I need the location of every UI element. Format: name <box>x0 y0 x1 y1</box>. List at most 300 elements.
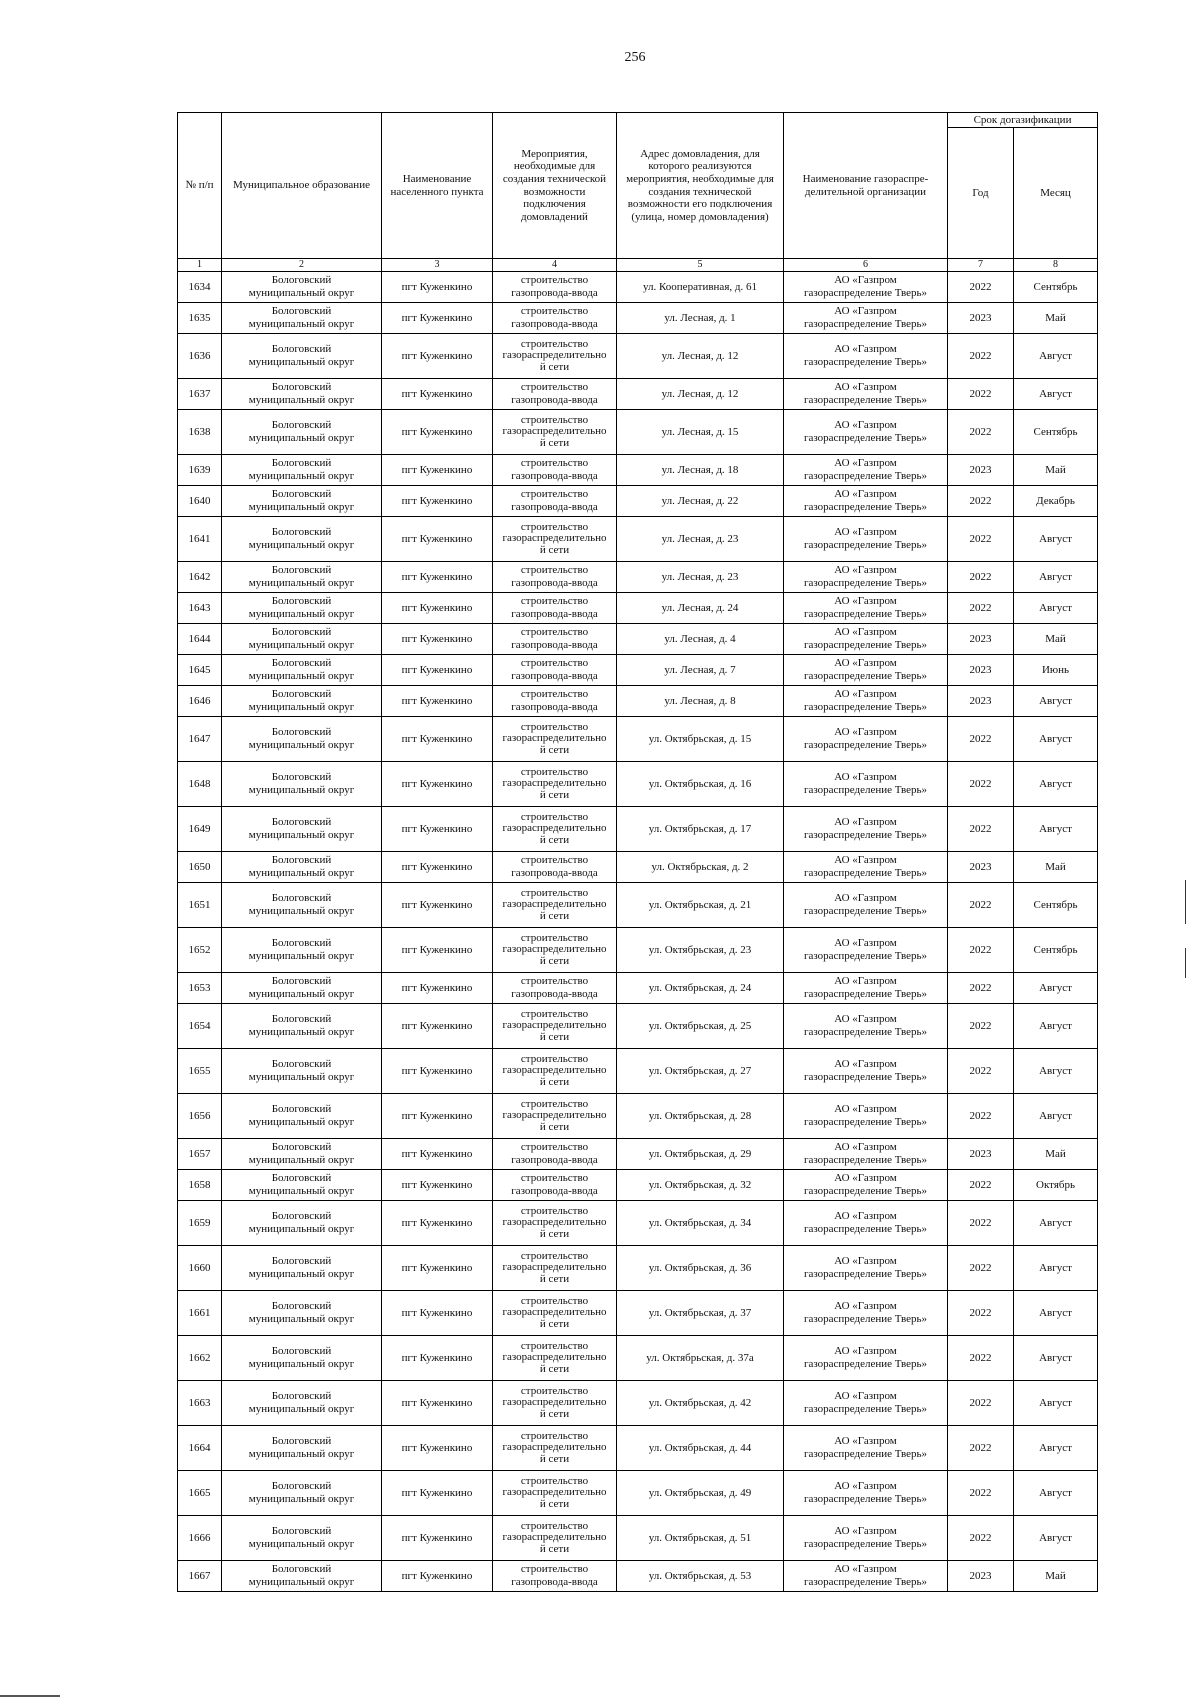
month-cell: Август <box>1014 562 1098 593</box>
organization-cell <box>784 807 948 852</box>
column-number: 3 <box>382 259 493 272</box>
table-row <box>178 1381 1098 1426</box>
year-cell: 2022 <box>948 272 1014 303</box>
address-cell: ул. Октябрьская, д. 27 <box>617 1049 784 1094</box>
activity-line: строительство <box>520 765 589 778</box>
address-cell: ул. Октябрьская, д. 24 <box>617 973 784 1004</box>
table-row <box>178 717 1098 762</box>
year-cell: 2023 <box>948 1139 1014 1170</box>
activity-line: строительство <box>520 413 589 426</box>
organization-cell <box>784 455 948 486</box>
row-number: 1634 <box>178 272 222 303</box>
municipality-cell <box>222 486 382 517</box>
organization-cell <box>784 624 948 655</box>
organization-line: АО «Газпром <box>834 816 897 829</box>
year-cell: 2022 <box>948 1516 1014 1561</box>
municipality-line: Бологовский <box>271 854 332 867</box>
organization-line: АО «Газпром <box>834 892 897 905</box>
address-cell: ул. Лесная, д. 23 <box>617 562 784 593</box>
activity-line: строительство <box>520 1519 589 1532</box>
settlement-cell: пгт Куженкино <box>382 686 493 717</box>
activity-cell <box>493 1336 617 1381</box>
organization-line: АО «Газпром <box>834 274 897 287</box>
table-row <box>178 624 1098 655</box>
activity-line: газораспределительно <box>502 425 607 438</box>
organization-line: газораспределение Тверь» <box>803 988 928 1000</box>
organization-line: АО «Газпром <box>834 626 897 639</box>
municipality-line: Бологовский <box>271 1300 332 1313</box>
settlement-cell: пгт Куженкино <box>382 1094 493 1139</box>
address-cell: ул. Октябрьская, д. 23 <box>617 928 784 973</box>
year-cell: 2022 <box>948 973 1014 1004</box>
organization-line: АО «Газпром <box>834 595 897 608</box>
activity-line: газопровода-ввода <box>511 1185 598 1197</box>
activity-line: газораспределительно <box>502 1306 607 1319</box>
municipality-line: Бологовский <box>271 419 332 432</box>
municipality-line: Бологовский <box>271 457 332 470</box>
organization-cell <box>784 1004 948 1049</box>
month-cell: Сентябрь <box>1014 410 1098 455</box>
municipality-line: Бологовский <box>271 343 332 356</box>
organization-line: газораспределение Тверь» <box>803 318 928 330</box>
month-cell: Май <box>1014 624 1098 655</box>
column-number: 7 <box>948 259 1014 272</box>
activity-line: газораспределительно <box>502 349 607 362</box>
organization-cell <box>784 686 948 717</box>
municipality-line: Бологовский <box>271 1480 332 1493</box>
organization-line: АО «Газпром <box>834 1480 897 1493</box>
activity-line: строительство <box>520 1563 589 1576</box>
municipality-line: муниципальный округ <box>248 784 355 796</box>
organization-line: АО «Газпром <box>834 1390 897 1403</box>
activity-line: газораспределительно <box>502 777 607 790</box>
organization-cell <box>784 1471 948 1516</box>
month-cell: Август <box>1014 807 1098 852</box>
activity-cell <box>493 624 617 655</box>
table-body <box>178 272 1098 1592</box>
address-cell: ул. Октябрьская, д. 25 <box>617 1004 784 1049</box>
settlement-cell: пгт Куженкино <box>382 1426 493 1471</box>
activity-line: й сети <box>539 954 570 967</box>
month-cell: Август <box>1014 1471 1098 1516</box>
column-number: 5 <box>617 259 784 272</box>
organization-cell <box>784 410 948 455</box>
municipality-line: муниципальный округ <box>248 1576 355 1588</box>
year-cell: 2022 <box>948 517 1014 562</box>
organization-line: газораспределение Тверь» <box>803 432 928 444</box>
organization-line: АО «Газпром <box>834 1300 897 1313</box>
table-row <box>178 593 1098 624</box>
municipality-line: Бологовский <box>271 892 332 905</box>
month-cell: Май <box>1014 852 1098 883</box>
column-number: 4 <box>493 259 617 272</box>
organization-line: АО «Газпром <box>834 726 897 739</box>
organization-line: газораспределение Тверь» <box>803 287 928 299</box>
month-cell: Октябрь <box>1014 1170 1098 1201</box>
municipality-cell <box>222 1246 382 1291</box>
activity-line: й сети <box>539 436 570 449</box>
activity-line: строительство <box>520 975 589 988</box>
organization-cell <box>784 1049 948 1094</box>
organization-cell <box>784 303 948 334</box>
municipality-line: Бологовский <box>271 1103 332 1116</box>
scan-edge-mark <box>0 1695 60 1697</box>
municipality-line: муниципальный округ <box>248 950 355 962</box>
municipality-line: Бологовский <box>271 564 332 577</box>
activity-line: газопровода-ввода <box>511 670 598 682</box>
municipality-line: Бологовский <box>271 816 332 829</box>
activity-line: й сети <box>539 1542 570 1555</box>
activity-line: газопровода-ввода <box>511 470 598 482</box>
address-cell: ул. Октябрьская, д. 51 <box>617 1516 784 1561</box>
municipality-line: муниципальный округ <box>248 1403 355 1415</box>
settlement-cell: пгт Куженкино <box>382 455 493 486</box>
activity-line: газораспределительно <box>502 1441 607 1454</box>
activity-line: газопровода-ввода <box>511 318 598 330</box>
activity-cell <box>493 762 617 807</box>
activity-line: строительство <box>520 720 589 733</box>
scan-margin-mark <box>1185 880 1186 924</box>
organization-line: газораспределение Тверь» <box>803 670 928 682</box>
organization-cell <box>784 1170 948 1201</box>
municipality-cell <box>222 717 382 762</box>
settlement-cell: пгт Куженкино <box>382 562 493 593</box>
municipality-line: Бологовский <box>271 274 332 287</box>
organization-line: АО «Газпром <box>834 1141 897 1154</box>
month-cell: Май <box>1014 303 1098 334</box>
address-cell: ул. Лесная, д. 1 <box>617 303 784 334</box>
municipality-line: муниципальный округ <box>248 1313 355 1325</box>
municipality-line: Бологовский <box>271 1210 332 1223</box>
organization-cell <box>784 1426 948 1471</box>
header-organization: Наименование газораспре-делительной организации <box>784 113 948 259</box>
row-number: 1659 <box>178 1201 222 1246</box>
organization-cell <box>784 717 948 762</box>
address-cell: ул. Октябрьская, д. 15 <box>617 717 784 762</box>
organization-line: АО «Газпром <box>834 381 897 394</box>
municipality-line: муниципальный округ <box>248 287 355 299</box>
address-cell: ул. Октябрьская, д. 21 <box>617 883 784 928</box>
municipality-cell <box>222 1139 382 1170</box>
municipality-line: муниципальный округ <box>248 670 355 682</box>
table-row <box>178 762 1098 807</box>
row-number: 1642 <box>178 562 222 593</box>
activity-line: строительство <box>520 1429 589 1442</box>
activity-line: газораспределительно <box>502 1064 607 1077</box>
table-row <box>178 1336 1098 1381</box>
settlement-cell: пгт Куженкино <box>382 624 493 655</box>
organization-line: газораспределение Тверь» <box>803 1154 928 1166</box>
row-number: 1653 <box>178 973 222 1004</box>
activity-line: газопровода-ввода <box>511 287 598 299</box>
organization-line: газораспределение Тверь» <box>803 356 928 368</box>
month-cell: Август <box>1014 1246 1098 1291</box>
municipality-cell <box>222 272 382 303</box>
organization-line: газораспределение Тверь» <box>803 1358 928 1370</box>
activity-cell <box>493 517 617 562</box>
municipality-line: муниципальный округ <box>248 318 355 330</box>
organization-line: газораспределение Тверь» <box>803 1576 928 1588</box>
municipality-line: муниципальный округ <box>248 1154 355 1166</box>
activity-cell <box>493 1516 617 1561</box>
municipality-line: Бологовский <box>271 526 332 539</box>
year-cell: 2022 <box>948 1049 1014 1094</box>
municipality-line: Бологовский <box>271 1390 332 1403</box>
year-cell: 2022 <box>948 1246 1014 1291</box>
organization-line: газораспределение Тверь» <box>803 784 928 796</box>
activity-cell <box>493 928 617 973</box>
row-number: 1645 <box>178 655 222 686</box>
activity-line: строительство <box>520 886 589 899</box>
organization-cell <box>784 852 948 883</box>
municipality-line: муниципальный округ <box>248 905 355 917</box>
organization-line: АО «Газпром <box>834 457 897 470</box>
municipality-cell <box>222 807 382 852</box>
organization-line: АО «Газпром <box>834 343 897 356</box>
settlement-cell: пгт Куженкино <box>382 1516 493 1561</box>
municipality-line: муниципальный округ <box>248 867 355 879</box>
municipality-cell <box>222 1170 382 1201</box>
address-cell: ул. Лесная, д. 7 <box>617 655 784 686</box>
activity-line: й сети <box>539 1075 570 1088</box>
settlement-cell: пгт Куженкино <box>382 883 493 928</box>
municipality-line: Бологовский <box>271 975 332 988</box>
organization-cell <box>784 334 948 379</box>
header-year: Год <box>948 128 1014 259</box>
municipality-line: Бологовский <box>271 726 332 739</box>
month-cell: Май <box>1014 1561 1098 1592</box>
year-cell: 2022 <box>948 1291 1014 1336</box>
activity-line: газопровода-ввода <box>511 501 598 513</box>
municipality-cell <box>222 1381 382 1426</box>
address-cell: ул. Лесная, д. 8 <box>617 686 784 717</box>
year-cell: 2022 <box>948 562 1014 593</box>
address-cell: ул. Лесная, д. 23 <box>617 517 784 562</box>
activity-line: й сети <box>539 1272 570 1285</box>
year-cell: 2023 <box>948 655 1014 686</box>
address-cell: ул. Октябрьская, д. 37а <box>617 1336 784 1381</box>
row-number: 1649 <box>178 807 222 852</box>
address-cell: ул. Лесная, д. 12 <box>617 379 784 410</box>
municipality-line: Бологовский <box>271 937 332 950</box>
municipality-cell <box>222 928 382 973</box>
year-cell: 2022 <box>948 717 1014 762</box>
gasification-table <box>177 112 1098 1592</box>
organization-line: АО «Газпром <box>834 526 897 539</box>
table-row <box>178 455 1098 486</box>
year-cell: 2022 <box>948 883 1014 928</box>
scan-margin-mark <box>1185 948 1186 978</box>
municipality-cell <box>222 303 382 334</box>
organization-cell <box>784 655 948 686</box>
row-number: 1644 <box>178 624 222 655</box>
municipality-cell <box>222 593 382 624</box>
month-cell: Август <box>1014 1004 1098 1049</box>
year-cell: 2022 <box>948 1201 1014 1246</box>
organization-line: газораспределение Тверь» <box>803 470 928 482</box>
month-cell: Август <box>1014 1516 1098 1561</box>
municipality-line: муниципальный округ <box>248 1071 355 1083</box>
organization-line: газораспределение Тверь» <box>803 867 928 879</box>
row-number: 1667 <box>178 1561 222 1592</box>
year-cell: 2022 <box>948 928 1014 973</box>
activity-line: строительство <box>520 1474 589 1487</box>
row-number: 1652 <box>178 928 222 973</box>
settlement-cell: пгт Куженкино <box>382 973 493 1004</box>
settlement-cell: пгт Куженкино <box>382 1049 493 1094</box>
municipality-cell <box>222 883 382 928</box>
row-number: 1635 <box>178 303 222 334</box>
activity-cell <box>493 455 617 486</box>
activity-line: строительство <box>520 274 589 287</box>
municipality-line: Бологовский <box>271 657 332 670</box>
header-num: № п/п <box>178 113 222 259</box>
activity-cell <box>493 717 617 762</box>
row-number: 1636 <box>178 334 222 379</box>
address-cell: ул. Лесная, д. 4 <box>617 624 784 655</box>
organization-line: АО «Газпром <box>834 1172 897 1185</box>
organization-line: газораспределение Тверь» <box>803 1313 928 1325</box>
activity-line: й сети <box>539 1227 570 1240</box>
organization-cell <box>784 1516 948 1561</box>
organization-line: АО «Газпром <box>834 1563 897 1576</box>
activity-line: й сети <box>539 543 570 556</box>
municipality-line: Бологовский <box>271 1563 332 1576</box>
table-row <box>178 1426 1098 1471</box>
activity-line: газопровода-ввода <box>511 639 598 651</box>
row-number: 1665 <box>178 1471 222 1516</box>
activity-line: газопровода-ввода <box>511 608 598 620</box>
row-number: 1641 <box>178 517 222 562</box>
municipality-line: муниципальный округ <box>248 1538 355 1550</box>
settlement-cell: пгт Куженкино <box>382 762 493 807</box>
activity-cell <box>493 1291 617 1336</box>
activity-cell <box>493 807 617 852</box>
organization-line: газораспределение Тверь» <box>803 1071 928 1083</box>
organization-line: АО «Газпром <box>834 1058 897 1071</box>
activity-line: строительство <box>520 854 589 867</box>
municipality-cell <box>222 1471 382 1516</box>
organization-line: газораспределение Тверь» <box>803 639 928 651</box>
table-row <box>178 334 1098 379</box>
municipality-cell <box>222 852 382 883</box>
municipality-cell <box>222 1049 382 1094</box>
activity-cell <box>493 1246 617 1291</box>
activity-line: й сети <box>539 833 570 846</box>
activity-line: й сети <box>539 1317 570 1330</box>
table-row <box>178 973 1098 1004</box>
municipality-line: Бологовский <box>271 1525 332 1538</box>
activity-line: газораспределительно <box>502 943 607 956</box>
month-cell: Сентябрь <box>1014 272 1098 303</box>
year-cell: 2023 <box>948 455 1014 486</box>
activity-line: газопровода-ввода <box>511 701 598 713</box>
organization-line: газораспределение Тверь» <box>803 829 928 841</box>
activity-line: газораспределительно <box>502 1531 607 1544</box>
row-number: 1655 <box>178 1049 222 1094</box>
settlement-cell: пгт Куженкино <box>382 1139 493 1170</box>
settlement-cell: пгт Куженкино <box>382 303 493 334</box>
activity-line: строительство <box>520 457 589 470</box>
municipality-cell <box>222 1561 382 1592</box>
activity-line: газораспределительно <box>502 822 607 835</box>
month-cell: Декабрь <box>1014 486 1098 517</box>
month-cell: Май <box>1014 1139 1098 1170</box>
row-number: 1638 <box>178 410 222 455</box>
organization-line: газораспределение Тверь» <box>803 1448 928 1460</box>
table-row <box>178 1516 1098 1561</box>
organization-cell <box>784 1561 948 1592</box>
municipality-line: Бологовский <box>271 595 332 608</box>
month-cell: Август <box>1014 379 1098 410</box>
month-cell: Август <box>1014 1426 1098 1471</box>
month-cell: Сентябрь <box>1014 883 1098 928</box>
settlement-cell: пгт Куженкино <box>382 655 493 686</box>
municipality-cell <box>222 334 382 379</box>
organization-cell <box>784 928 948 973</box>
address-cell: ул. Октябрьская, д. 2 <box>617 852 784 883</box>
month-cell: Август <box>1014 717 1098 762</box>
header-month: Месяц <box>1014 128 1098 259</box>
municipality-cell <box>222 1004 382 1049</box>
address-cell: ул. Лесная, д. 15 <box>617 410 784 455</box>
activity-line: й сети <box>539 1362 570 1375</box>
table-row <box>178 1201 1098 1246</box>
address-cell: ул. Октябрьская, д. 49 <box>617 1471 784 1516</box>
table-row <box>178 1246 1098 1291</box>
year-cell: 2022 <box>948 593 1014 624</box>
activity-line: й сети <box>539 743 570 756</box>
organization-cell <box>784 517 948 562</box>
header-settlement: Наименование населенного пункта <box>382 113 493 259</box>
column-number: 2 <box>222 259 382 272</box>
page-number: 256 <box>624 50 646 65</box>
address-cell: ул. Октябрьская, д. 29 <box>617 1139 784 1170</box>
municipality-line: муниципальный округ <box>248 1268 355 1280</box>
activity-line: строительство <box>520 1384 589 1397</box>
organization-cell <box>784 1336 948 1381</box>
municipality-line: муниципальный округ <box>248 1223 355 1235</box>
row-number: 1656 <box>178 1094 222 1139</box>
activity-cell <box>493 1049 617 1094</box>
activity-line: строительство <box>520 626 589 639</box>
organization-cell <box>784 1094 948 1139</box>
table-row <box>178 303 1098 334</box>
activity-line: газораспределительно <box>502 1109 607 1122</box>
activity-line: строительство <box>520 1141 589 1154</box>
year-cell: 2023 <box>948 1561 1014 1592</box>
organization-line: газораспределение Тверь» <box>803 1223 928 1235</box>
row-number: 1658 <box>178 1170 222 1201</box>
municipality-line: муниципальный округ <box>248 829 355 841</box>
municipality-line: Бологовский <box>271 381 332 394</box>
activity-line: газопровода-ввода <box>511 577 598 589</box>
activity-cell <box>493 852 617 883</box>
organization-line: АО «Газпром <box>834 771 897 784</box>
activity-line: строительство <box>520 488 589 501</box>
activity-line: строительство <box>520 810 589 823</box>
activity-cell <box>493 486 617 517</box>
table-row <box>178 1094 1098 1139</box>
organization-cell <box>784 272 948 303</box>
address-cell: ул. Октябрьская, д. 32 <box>617 1170 784 1201</box>
organization-cell <box>784 562 948 593</box>
organization-line: АО «Газпром <box>834 937 897 950</box>
settlement-cell: пгт Куженкино <box>382 272 493 303</box>
address-cell: ул. Октябрьская, д. 42 <box>617 1381 784 1426</box>
activity-cell <box>493 1139 617 1170</box>
organization-line: газораспределение Тверь» <box>803 608 928 620</box>
